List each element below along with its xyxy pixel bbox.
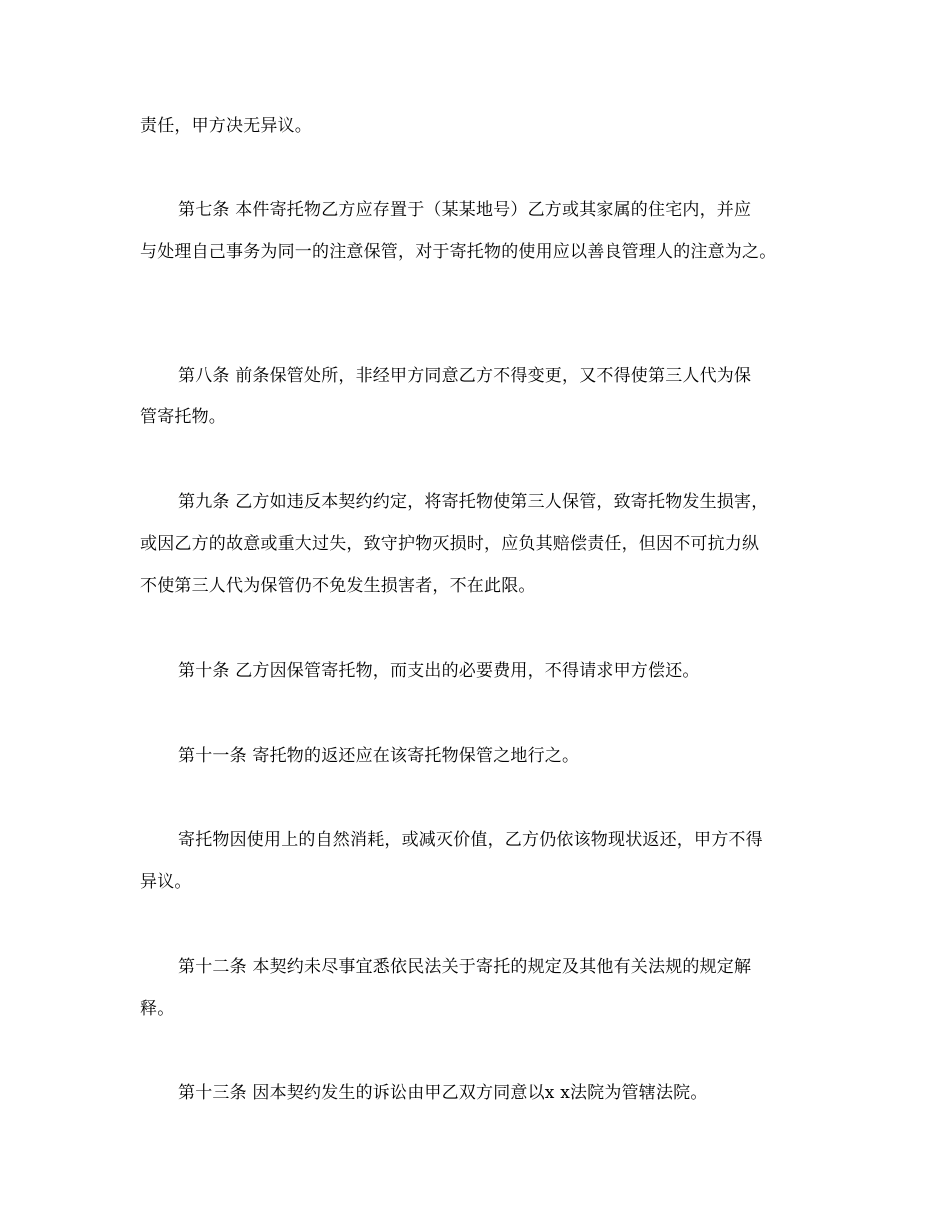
article-9-heading-line: 第九条 乙方如违反本契约约定，将寄托物使第三人保管，致寄托物发生损害， bbox=[178, 492, 769, 512]
article-8-heading-line: 第八条 前条保管处所，非经甲方同意乙方不得变更，又不得使第三人代为保 bbox=[178, 366, 752, 386]
text-line: 管寄托物。 bbox=[140, 407, 226, 427]
article-11-heading-line: 第十一条 寄托物的返还应在该寄托物保管之地行之。 bbox=[178, 746, 580, 766]
text-line: 异议。 bbox=[140, 872, 192, 892]
article-7-heading-line: 第七条 本件寄托物乙方应存置于（某某地号）乙方或其家属的住宅内，并应 bbox=[178, 200, 752, 220]
text-line: 或因乙方的故意或重大过失，致守护物灭损时，应负其赔偿责任，但因不可抗力纵 bbox=[140, 534, 760, 554]
article-10-heading-line: 第十条 乙方因保管寄托物，而支出的必要费用，不得请求甲方偿还。 bbox=[178, 661, 700, 681]
text-line: 责任，甲方决无异议。 bbox=[140, 116, 312, 136]
text-line: 释。 bbox=[140, 999, 175, 1019]
text-line: 不使第三人代为保管仍不免发生损害者，不在此限。 bbox=[140, 576, 536, 596]
text-line: 与处理自己事务为同一的注意保管，对于寄托物的使用应以善良管理人的注意为之。 bbox=[140, 242, 777, 262]
article-12-heading-line: 第十二条 本契约未尽事宜悉依民法关于寄托的规定及其他有关法规的规定解 bbox=[178, 957, 752, 977]
paragraph-line: 寄托物因使用上的自然消耗，或减灭价值，乙方仍依该物现状返还，甲方不得 bbox=[178, 830, 763, 850]
article-13-heading-line: 第十三条 因本契约发生的诉讼由甲乙双方同意以x x法院为管辖法院。 bbox=[178, 1083, 708, 1103]
